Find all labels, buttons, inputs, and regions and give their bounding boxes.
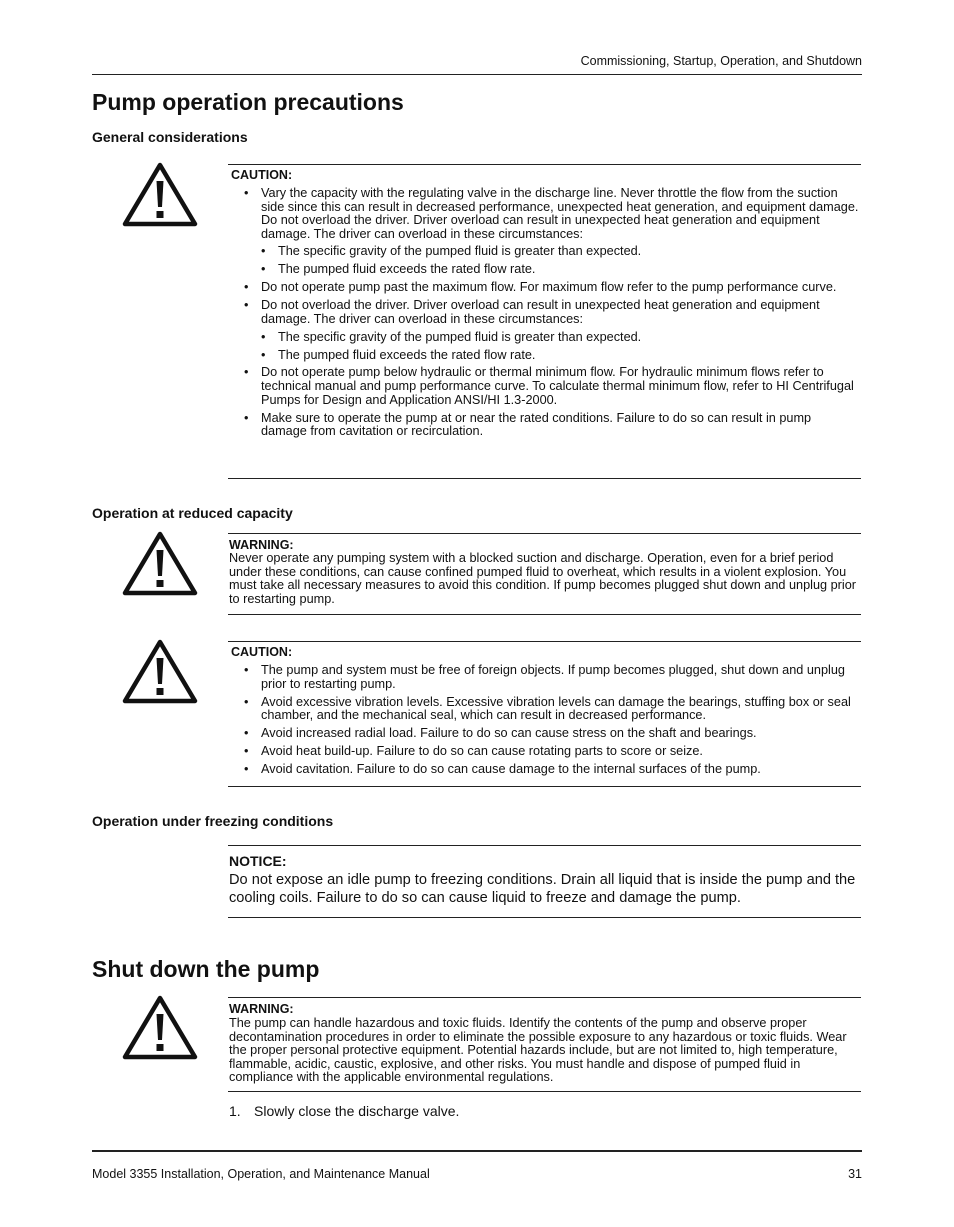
- list-item: • The specific gravity of the pumped fluid is greater than expected.: [261, 245, 859, 259]
- warning-block-top-rule: [228, 533, 861, 534]
- caution-label: CAUTION:: [231, 645, 293, 659]
- list-item: [244, 366, 859, 407]
- header-rule: [92, 74, 862, 75]
- procedure-step: [229, 1103, 459, 1119]
- caution-bullet-list: [244, 664, 859, 781]
- footer-rule: [92, 1150, 862, 1152]
- list-item: [244, 187, 859, 277]
- warning-triangle-icon: [122, 994, 198, 1060]
- caution-block-bottom-rule: [228, 478, 861, 479]
- list-item: • The pumped fluid exceeds the rated flow rate.: [261, 263, 859, 277]
- warning-block-bottom-rule: [228, 614, 861, 615]
- list-item: • The pumped fluid exceeds the rated flow rate.: [261, 349, 859, 363]
- list-item: [244, 299, 859, 362]
- step-number: 1.: [229, 1103, 241, 1119]
- running-header: Commissioning, Startup, Operation, and Shutdown: [580, 54, 862, 68]
- section-title-shut-down: Shut down the pump: [92, 956, 320, 982]
- list-item: • The specific gravity of the pumped fluid is greater than expected.: [261, 331, 859, 345]
- bullet-text: Do not operate pump past the maximum flow. For maximum flow refer to the pump performance curve.: [261, 280, 837, 295]
- warning-text: Never operate any pumping system with a blocked suction and discharge. Operation, even for a brief period under these conditions, can cause confined pumped fluid to overheat, which results in a violent explosion. You must take all necessary measures to avoid this condition. If pump becomes plugged shut down and unplug prior to restarting pump.: [229, 551, 856, 606]
- section-title-precautions: Pump operation precautions: [92, 89, 404, 115]
- page-number: 31: [848, 1167, 862, 1181]
- sub-bullet-list: [261, 331, 859, 363]
- notice-text: Do not expose an idle pump to freezing conditions. Drain all liquid that is inside the pump and the cooling coils. Failure to do so can cause liquid to freeze and damage the pump.: [229, 872, 856, 906]
- heading-freezing-conditions: Operation under freezing conditions: [92, 813, 334, 829]
- warning-block-bottom-rule: [228, 1091, 861, 1092]
- list-item: • Avoid excessive vibration levels. Excessive vibration levels can damage the bearings, stuffing box or seal chamber, and the mechanical seal, which can result in decreased performance.: [244, 696, 859, 723]
- heading-reduced-capacity: Operation at reduced capacity: [92, 505, 293, 521]
- bullet-text: Do not overload the driver. Driver overload can result in unexpected heat generation and equipment damage. The driver can overload in these circumstances:: [261, 298, 820, 326]
- warning-triangle-icon: [122, 530, 198, 596]
- warning-triangle-icon: [122, 161, 198, 227]
- caution-bullet-list: [244, 187, 859, 443]
- caution-block-bottom-rule: [228, 786, 861, 787]
- list-item: • Avoid increased radial load. Failure to do so can cause stress on the shaft and bearings.: [244, 727, 859, 741]
- warning-block-top-rule: [228, 997, 861, 998]
- list-item: • The pump and system must be free of foreign objects. If pump becomes plugged, shut down and unplug prior to restarting pump.: [244, 664, 859, 691]
- bullet-text: Do not operate pump below hydraulic or thermal minimum flow. For hydraulic minimum flows refer to technical manual and pump performance curve. To calculate thermal minimum flow, refer to HI Centrifugal Pumps for Design and Application ANSI/HI 1.3-2000.: [261, 365, 854, 407]
- bullet-text: Make sure to operate the pump at or near the rated conditions. Failure to do so can result in pump damage from cavitation or recirculation.: [261, 410, 812, 439]
- caution-block-top-rule: [228, 641, 861, 642]
- list-item: • Avoid heat build-up. Failure to do so can cause rotating parts to score or seize.: [244, 745, 859, 759]
- notice-block-top-rule: [228, 845, 861, 846]
- heading-general-considerations: General considerations: [92, 129, 248, 145]
- warning-text: The pump can handle hazardous and toxic fluids. Identify the contents of the pump and observe proper decontamination procedures in order to eliminate the possible exposure to any hazardous or toxic fluids. Wear the proper personal protective equipment. Potential hazards include, but are not limited to, high temperature, flammable, acidic, caustic, explosive, and other risks. You must handle and dispose of pumped fluid in compliance with the applicable environmental regulations.: [229, 1016, 847, 1085]
- sub-bullet-list: [261, 245, 859, 277]
- bullet-extra-text: Do not overload the driver. Driver overload can result in unexpected heat generation and equipment damage. The driver can overload in these circumstances:: [261, 213, 820, 241]
- notice-block-bottom-rule: [228, 917, 861, 918]
- caution-block-top-rule: [228, 164, 861, 165]
- step-text: Slowly close the discharge valve.: [254, 1103, 460, 1119]
- warning-label: WARNING:: [229, 1002, 294, 1016]
- bullet-text: Vary the capacity with the regulating valve in the discharge line. Never throttle the flow from the suction side since this can result in decreased performance, unexpected heat generation, and equipment damage.: [261, 186, 859, 214]
- warning-label: WARNING:: [229, 538, 294, 552]
- caution-label: CAUTION:: [231, 168, 293, 182]
- list-item: • Avoid cavitation. Failure to do so can cause damage to the internal surfaces of the pump.: [244, 763, 859, 777]
- list-item: [244, 412, 859, 439]
- warning-triangle-icon: [122, 638, 198, 704]
- footer-manual-title: Model 3355 Installation, Operation, and Maintenance Manual: [92, 1167, 430, 1181]
- list-item: [244, 281, 859, 295]
- notice-label: NOTICE:: [229, 853, 287, 869]
